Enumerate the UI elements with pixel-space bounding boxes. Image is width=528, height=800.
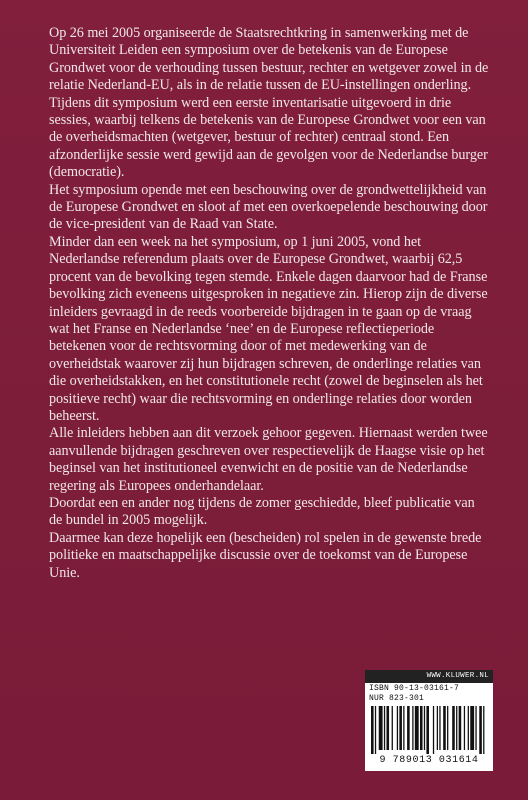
blurb-paragraph-2: Het symposium opende met een beschouwing over de grondwettelijkheid van de Europese Grondwet en sloot af met een overkoepelende beschouwing door de vice-president van de Raad van State. (49, 181, 488, 233)
barcode-digits: 9 789013 031614 (379, 755, 479, 766)
barcode-bar (415, 706, 419, 750)
nur-code: NUR 823-301 (369, 694, 425, 703)
barcode-bar (384, 706, 385, 750)
barcode-bar (392, 706, 393, 750)
isbn-number: ISBN 90-13-03161-7 (369, 684, 460, 693)
blurb-paragraph-6: Daarmee kan deze hopelijk een (bescheiden) rol spelen in de gewenste brede politieke en maatschappelijke discussie over de toekomst van de Europese Unie. (49, 529, 482, 581)
barcode-bar (386, 706, 389, 750)
barcode-bar (447, 706, 448, 750)
barcode-bar (475, 706, 476, 750)
publisher-url: WWW.KLUWER.NL (365, 670, 493, 683)
barcode-bar (470, 706, 474, 750)
barcode-bar (459, 706, 462, 750)
blurb-paragraph-1: Op 26 mei 2005 organiseerde de Staatsrechtkring in samenwerking met de Universiteit Leiden een symposium over de betekenis van de Europese Grondwet voor de verhouding tussen bestuur, rechter en wetgever zowel in de relatie Nederland-EU, als in de relatie tussen de EU-instellingen onderling. Tijdens dit symposium werd een eerste inventarisatie uitgevoerd in drie sessies, waarbij telkens de betekenis van de Europese Grondwet voor een van de overheidsmachten (wetgever, bestuur of rechter) centraal stond. Een afzonderlijke sessie werd gewijd aan de gevolgen voor de Nederlandse burger (democratie). (49, 25, 489, 181)
blurb-paragraph-5: Doordat een en ander nog tijdens de zomer geschiedde, bleef publicatie van de bundel in 2005 mogelijk. (49, 494, 475, 529)
blurb-paragraph-3: Minder dan een week na het symposium, op 1 juni 2005, vond het Nederlandse referendum plaats over de Europese Grondwet, waarbij 62,5 procent van de bevolking tegen stemde. Enkele dagen daarvoor had de Franse bevolking zich eveneens uitgesproken in negatieve zin. Hierop zijn de diverse inleiders gevraagd in de reeds voorbereide bijdragen in te gaan op de vraag wat het Franse en Nederlandse ‘nee’ en de Europese reflectieperiode betekenen voor de rechtsvorming door of met medewerking van de overheidstak waarover zij hun bijdragen schreven, de onderlinge relaties van die overheidstakken, en het constitutionele recht (zowel de beginselen als het positieve recht) waar die rechtsvorming en onderlinge relaties door worden beheerst. (49, 233, 488, 424)
barcode-bar (452, 706, 455, 750)
barcode-bar (412, 706, 413, 750)
barcode-bar (437, 706, 438, 750)
barcode-bar (464, 706, 465, 750)
barcode-bar (479, 706, 482, 754)
barcode-bar (443, 706, 446, 750)
barcode-bar (403, 706, 404, 750)
barcode-bar (456, 706, 457, 750)
barcode-bar (468, 706, 469, 750)
barcode-bar (420, 706, 423, 750)
barcode-bar (433, 706, 434, 754)
barcode-bar (371, 706, 374, 754)
barcode-bar (407, 706, 410, 750)
barcode-bar (379, 706, 383, 750)
blurb-text (49, 25, 489, 582)
barcode-bar (426, 706, 429, 754)
barcode-bar (375, 706, 376, 754)
barcode-bar (439, 706, 440, 750)
blurb-paragraph-4: Alle inleiders hebben aan dit verzoek gehoor gegeven. Hiernaast werden twee aanvullende bijdragen geschreven over respectievelijk de Haagse visie op het beginsel van het institutioneel evenwicht en de positie van de Nederlandse regering als Europees onderhandelaar. (49, 425, 488, 494)
barcode-bar (399, 706, 402, 750)
barcode-bar (424, 706, 425, 750)
barcode-bar (397, 706, 398, 750)
barcode-bar (483, 706, 484, 754)
barcode-label (365, 670, 493, 771)
barcode-bars-icon (371, 706, 487, 754)
